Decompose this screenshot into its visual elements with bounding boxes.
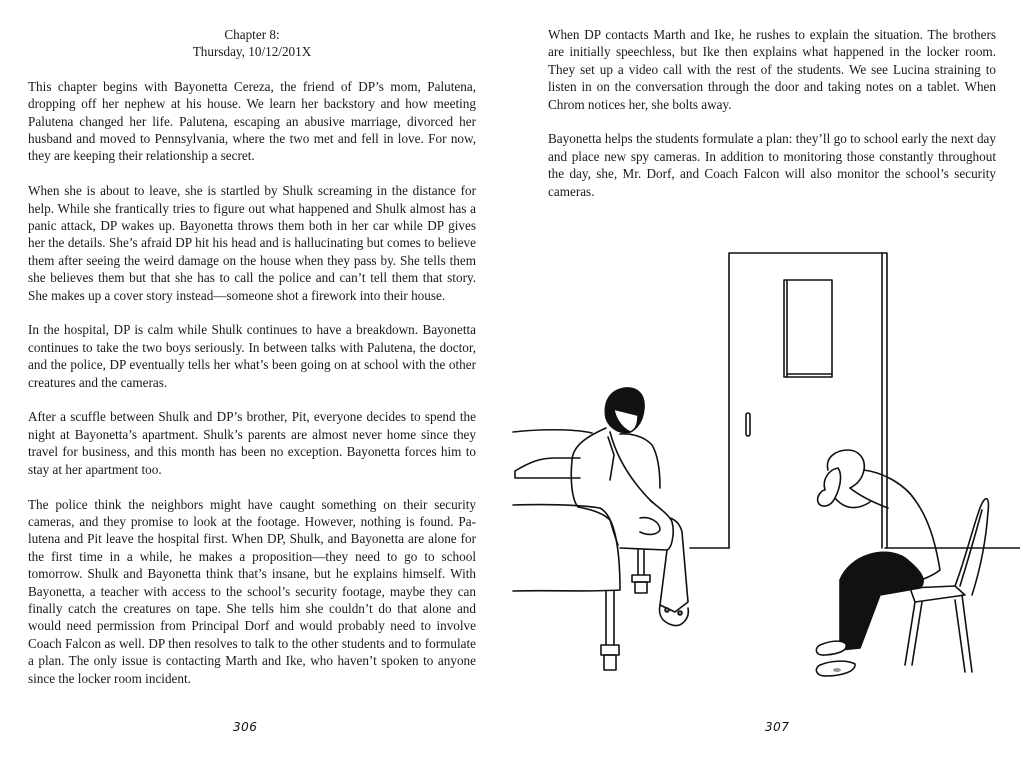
door-handle bbox=[746, 413, 750, 436]
chapter-title: Chapter 8: bbox=[224, 27, 280, 42]
paragraph: After a scuffle between Shulk and DP’s brother, Pit, everyone decides to spend the night at Bayonetta’s apartment. Shulk’s parents are almost never home since they travel for business, and this month has been no exception. Bayonetta forces him to stay at her apartment too. bbox=[28, 409, 476, 477]
page-number: 307 bbox=[765, 720, 790, 734]
paragraph: Bayonetta helps the students formulate a plan: they’ll go to school early the next day and place new spy cameras. In addition to monitoring those constantly throughout the day, she, Mr. Dorf, and Coach Falcon will also monitor the school’s security cameras. bbox=[548, 131, 996, 199]
paragraph: When DP contacts Marth and Ike, he rushes to explain the situation. The brothers are initially speechless, but Ike then explains what happened in the locker room. They set up a video call with the rest of the students. We see Lucina straining to listen in on the conversation through the door and taking notes on a tablet. When Chrom notices her, she bolts away. bbox=[548, 27, 996, 112]
door bbox=[729, 253, 887, 548]
page-number: 306 bbox=[233, 720, 258, 734]
left-page-text bbox=[28, 26, 476, 704]
door-window bbox=[784, 280, 832, 377]
shulk-character bbox=[816, 450, 940, 676]
hospital-bed bbox=[513, 430, 650, 670]
paragraph: In the hospital, DP is calm while Shulk continues to have a breakdown. Bayonetta continues to take the two boys seriously. In between talks with Palutena, the doctor, and the police, DP eventually tells her what’s been going on at school with the other creatures and the cameras. bbox=[28, 322, 476, 390]
chapter-heading bbox=[28, 26, 476, 61]
chapter-date: Thursday, 10/12/201X bbox=[192, 44, 312, 60]
paragraph: This chapter begins with Bayonetta Cereza, the friend of DP’s mom, Palutena, dropping off her nephew at his house. We learn her backstory and how meeting Palutena changed her life. Palutena, escaping an abusive marriage, divorced her husband and moved to Pennsylvania, where the two met and fell in love. For now, they are keeping their relationship a secret. bbox=[28, 78, 476, 164]
paragraph: The police think the neighbors might have caught something on their security cameras, and they promise to look at the footage. However, nothing is found. Palutena and Pit leave the hospital first. When DP, Shulk, and Bayonetta are alone for the first time in a while, he makes a proposition—they need to go to school tomorrow. Shulk and Bayonetta think that’s insane, but he explains himself. With Bayonetta, a teacher with access to the school’s security footage, maybe they can finally catch the creatures on tape. She tells him she couldn’t do that alone and would need permission from Principal Dorf and would probably need to involve Coach Falcon as well. DP then resolves to talk to the other students and to formulate a plan. The only issue is contacting Marth and Ike, who haven’t spoken to anyone since the locker room incident. bbox=[28, 496, 476, 686]
paragraph: When she is about to leave, she is startled by Shulk screaming in the distance for help. While she frantically tries to figure out what happened and Shulk almost has a panic attack, DP wakes up. Bayonetta throws them both in her car while DP gives her the details. She’s afraid DP hit his head and is hallucinating but comes to believe them after seeing the weird damage on the house when they pass by. She tells them she believes them but that she has to call the police and can’t tell them that story. She makes up a cover story instead—someone shot a firework into their house. bbox=[28, 183, 476, 303]
hospital-room-illustration bbox=[510, 240, 1020, 690]
right-page-text bbox=[548, 26, 996, 217]
